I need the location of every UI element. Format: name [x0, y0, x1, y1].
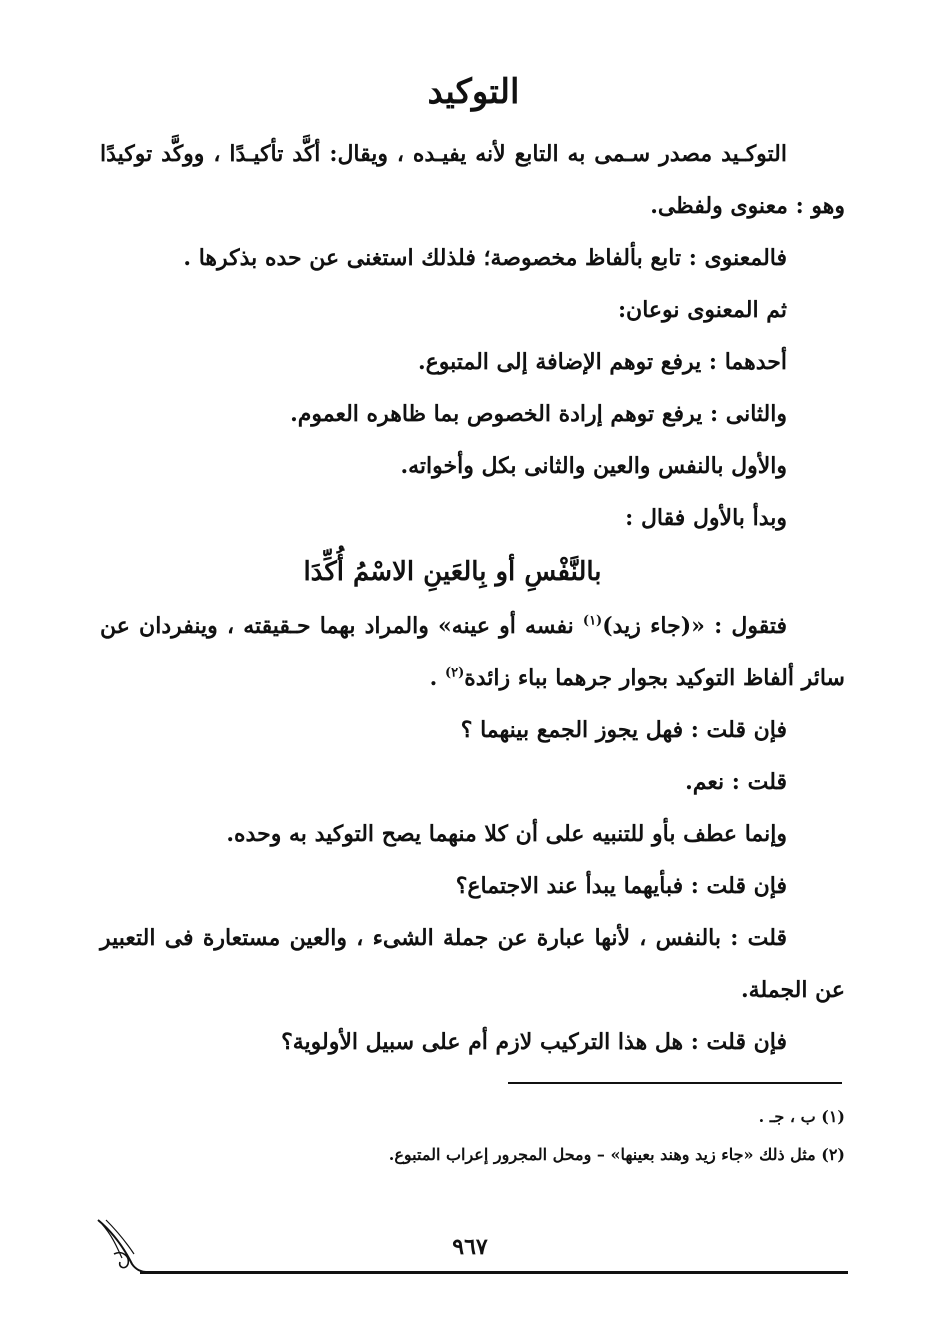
paragraph-conjunction: وإنما عطف بأو للتنبيه على أن كلا منهما يصح التوكيد به وحده.	[226, 821, 787, 847]
footnote-2: (٢) مثل ذلك «جاء زيد وهند بعينها» – ومحل المجرور إعراب المتبوع.	[388, 1145, 845, 1164]
footnote-divider	[508, 1082, 842, 1084]
paragraph-question-1: فإن قلت : فهل يجوز الجمع بينهما ؟	[460, 717, 787, 743]
example-text-end: .	[429, 665, 445, 691]
paragraph-definition: التوكـيد مصدر سـمى به التابع لأنه يفيـده ، ويقال: أكَّد تأكيـدًا ، ووكَّد توكيدًا وهو : معنوى ولفظى.	[100, 141, 845, 219]
paragraph-maanawi: فالمعنوى : تابع بألفاظ مخصوصة؛ فلذلك استغنى عن حده بذكرها .	[183, 245, 787, 271]
verse-line: بالنَّفْسِ أو بِالعَينِ الاسْمُ أُكِّدَا	[303, 557, 602, 587]
footnotes	[100, 1098, 845, 1174]
paragraph-answer-2: قلت : بالنفس ، لأنها عبارة عن جملة الشىء ، والعين مستعارة فى التعبير عن الجملة.	[100, 925, 845, 1003]
footnote-ref-1[interactable]: (١)	[582, 613, 603, 629]
bottom-rule	[140, 1271, 848, 1274]
paragraph-second-type: والثانى : يرفع توهم إرادة الخصوص بما ظاهره العموم.	[290, 401, 787, 427]
paragraph-two-types: ثم المعنوى نوعان:	[617, 297, 787, 323]
footnote-ref-2[interactable]: (٢)	[444, 665, 465, 681]
page-number: ٩٦٧	[452, 1234, 488, 1260]
footnote-1: (١) ب ، جـ .	[758, 1107, 845, 1126]
example-text-middle: نفسه أو عينه» والمراد بهما حـقيقته ، وينفردان عن سائر ألفاظ التوكيد بجوار جرهما بباء زائدة	[100, 613, 845, 691]
paragraph-question-2: فإن قلت : فبأيهما يبدأ عند الاجتماع؟	[455, 873, 787, 899]
paragraph-began: وبدأ بالأول فقال :	[625, 505, 787, 531]
paragraph-question-3: فإن قلت : هل هذا التركيب لازم أم على سبيل الأولوية؟	[281, 1029, 787, 1055]
example-text-start: فتقول : «(جاء زيد)	[602, 613, 787, 639]
page-title: التوكيد	[427, 72, 520, 112]
quill-ornament-icon	[92, 1214, 148, 1278]
paragraph-nafs-ayn: والأول بالنفس والعين والثانى بكل وأخواته.	[400, 453, 787, 479]
paragraph-example	[100, 600, 845, 704]
paragraph-answer-1: قلت : نعم.	[685, 769, 787, 795]
main-text	[100, 128, 845, 1068]
paragraph-first-type: أحدهما : يرفع توهم الإضافة إلى المتبوع.	[417, 349, 787, 375]
